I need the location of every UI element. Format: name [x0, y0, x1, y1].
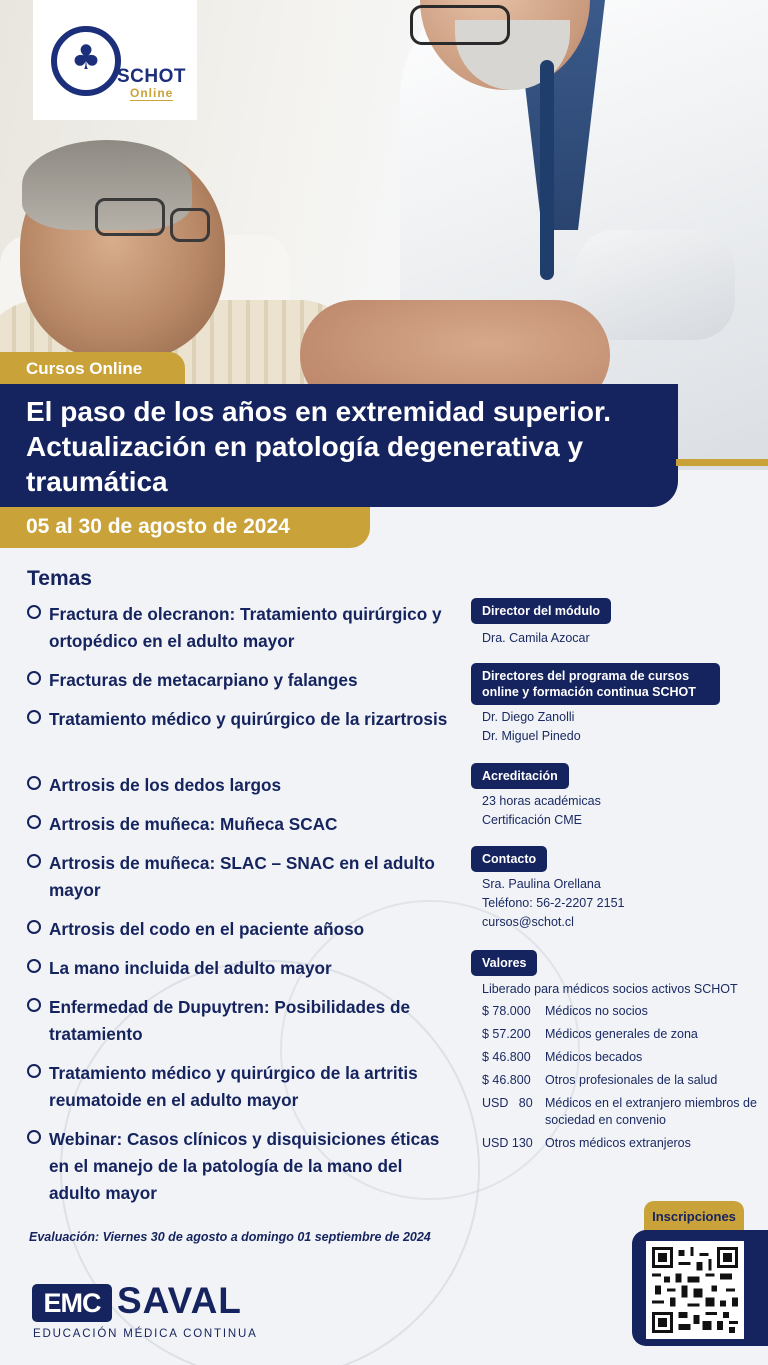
- topic-item: Fracturas de metacarpiano y falanges: [27, 667, 457, 694]
- price-row: [471, 1003, 768, 1020]
- prices-note: Liberado para médicos socios activos SCHOT: [482, 982, 738, 996]
- topics-heading: Temas: [27, 567, 92, 590]
- price-description: Otros profesionales de la salud: [545, 1073, 718, 1087]
- contact-email[interactable]: cursos@schot.cl: [482, 915, 574, 929]
- price-description: Otros médicos extranjeros: [545, 1136, 691, 1150]
- hero-patient-glasses: [95, 198, 165, 236]
- course-dates: 05 al 30 de agosto de 2024: [0, 507, 370, 548]
- circle-bullet-icon: [27, 815, 41, 829]
- price-amount: $ 57.200: [482, 1027, 531, 1041]
- gold-accent-line: [676, 459, 768, 466]
- circle-bullet-icon: [27, 710, 41, 724]
- circle-bullet-icon: [27, 776, 41, 790]
- price-row: [471, 1049, 768, 1066]
- price-amount: $ 78.000: [482, 1004, 531, 1018]
- director-section: [471, 598, 611, 648]
- director-heading: Director del módulo: [471, 598, 611, 624]
- registration-tab[interactable]: Inscripciones: [644, 1201, 744, 1233]
- contact-name: Sra. Paulina Orellana: [482, 877, 601, 891]
- program-director-name: Dr. Diego Zanolli: [482, 710, 575, 724]
- accreditation-hours: 23 horas académicas: [482, 794, 601, 808]
- price-amount: $ 46.800: [482, 1050, 531, 1064]
- logo-name: SCHOT: [117, 66, 186, 87]
- topic-item: Artrosis del codo en el paciente añoso: [27, 916, 457, 943]
- prices-heading: Valores: [471, 950, 537, 976]
- program-director-name: Dr. Miguel Pinedo: [482, 729, 581, 743]
- emc-logo: EMC: [32, 1284, 112, 1322]
- price-row: [471, 1095, 768, 1129]
- director-name: Dra. Camila Azocar: [482, 631, 590, 645]
- hero-doctor-glasses: [410, 5, 510, 45]
- circle-bullet-icon: [27, 998, 41, 1012]
- circle-bullet-icon: [27, 1064, 41, 1078]
- circle-bullet-icon: [27, 959, 41, 973]
- qr-code-icon[interactable]: [646, 1241, 744, 1339]
- price-description: Médicos en el extranjero miembros de sociedad en convenio: [545, 1096, 757, 1127]
- accreditation-section: [471, 763, 601, 830]
- price-row: [471, 1135, 768, 1152]
- schot-logo[interactable]: [33, 0, 197, 120]
- prices-section: [471, 950, 768, 1152]
- circle-bullet-icon: [27, 1130, 41, 1144]
- topic-item: Artrosis de los dedos largos: [27, 772, 457, 799]
- price-amount: $ 46.800: [482, 1073, 531, 1087]
- price-row: [471, 1072, 768, 1089]
- circle-bullet-icon: [27, 605, 41, 619]
- accreditation-heading: Acreditación: [471, 763, 569, 789]
- circle-bullet-icon: [27, 671, 41, 685]
- topic-item: Tratamiento médico y quirúrgico de la artritis reumatoide en el adulto mayor: [27, 1060, 457, 1114]
- hero-patient-glasses-right: [170, 208, 210, 242]
- accreditation-cert: Certificación CME: [482, 813, 583, 827]
- price-row: [471, 1026, 768, 1043]
- category-tag: Cursos Online: [0, 352, 185, 385]
- program-directors-heading: Directores del programa de cursos online y formación continua SCHOT: [471, 663, 720, 705]
- tree-icon: ♣: [70, 38, 102, 78]
- topic-item: Artrosis de muñeca: SLAC – SNAC en el adulto mayor: [27, 850, 457, 904]
- topic-item: La mano incluida del adulto mayor: [27, 955, 457, 982]
- circle-bullet-icon: [27, 920, 41, 934]
- evaluation-dates: Evaluación: Viernes 30 de agosto a domingo 01 septiembre de 2024: [29, 1230, 431, 1244]
- topic-item: Fractura de olecranon: Tratamiento quirúrgico y ortopédico en el adulto mayor: [27, 601, 457, 655]
- price-amount: USD 80: [482, 1096, 533, 1110]
- topic-item: Artrosis de muñeca: Muñeca SCAC: [27, 811, 457, 838]
- topic-item: Tratamiento médico y quirúrgico de la rizartrosis: [27, 706, 457, 733]
- topic-item: Webinar: Casos clínicos y disquisiciones éticas en el manejo de la patología de la mano del adulto mayor: [27, 1126, 457, 1207]
- contact-section: [471, 846, 624, 932]
- price-amount: USD 130: [482, 1136, 533, 1150]
- price-description: Médicos becados: [545, 1050, 643, 1064]
- contact-heading: Contacto: [471, 846, 547, 872]
- price-description: Médicos generales de zona: [545, 1027, 698, 1041]
- saval-logo: SAVAL: [117, 1280, 242, 1321]
- logo-subtitle: Online: [130, 86, 174, 100]
- price-description: Médicos no socios: [545, 1004, 648, 1018]
- program-directors-section: [471, 663, 720, 746]
- circle-bullet-icon: [27, 854, 41, 868]
- course-title: El paso de los años en extremidad superior. Actualización en patología degenerativa y traumática: [26, 396, 612, 497]
- hero-stethoscope: [540, 60, 554, 280]
- contact-phone[interactable]: Teléfono: 56-2-2207 2151: [482, 896, 625, 910]
- emc-tagline: EDUCACIÓN MÉDICA CONTINUA: [33, 1328, 258, 1340]
- title-banner: [0, 384, 678, 507]
- topic-item: Enfermedad de Dupuytren: Posibilidades de tratamiento: [27, 994, 457, 1048]
